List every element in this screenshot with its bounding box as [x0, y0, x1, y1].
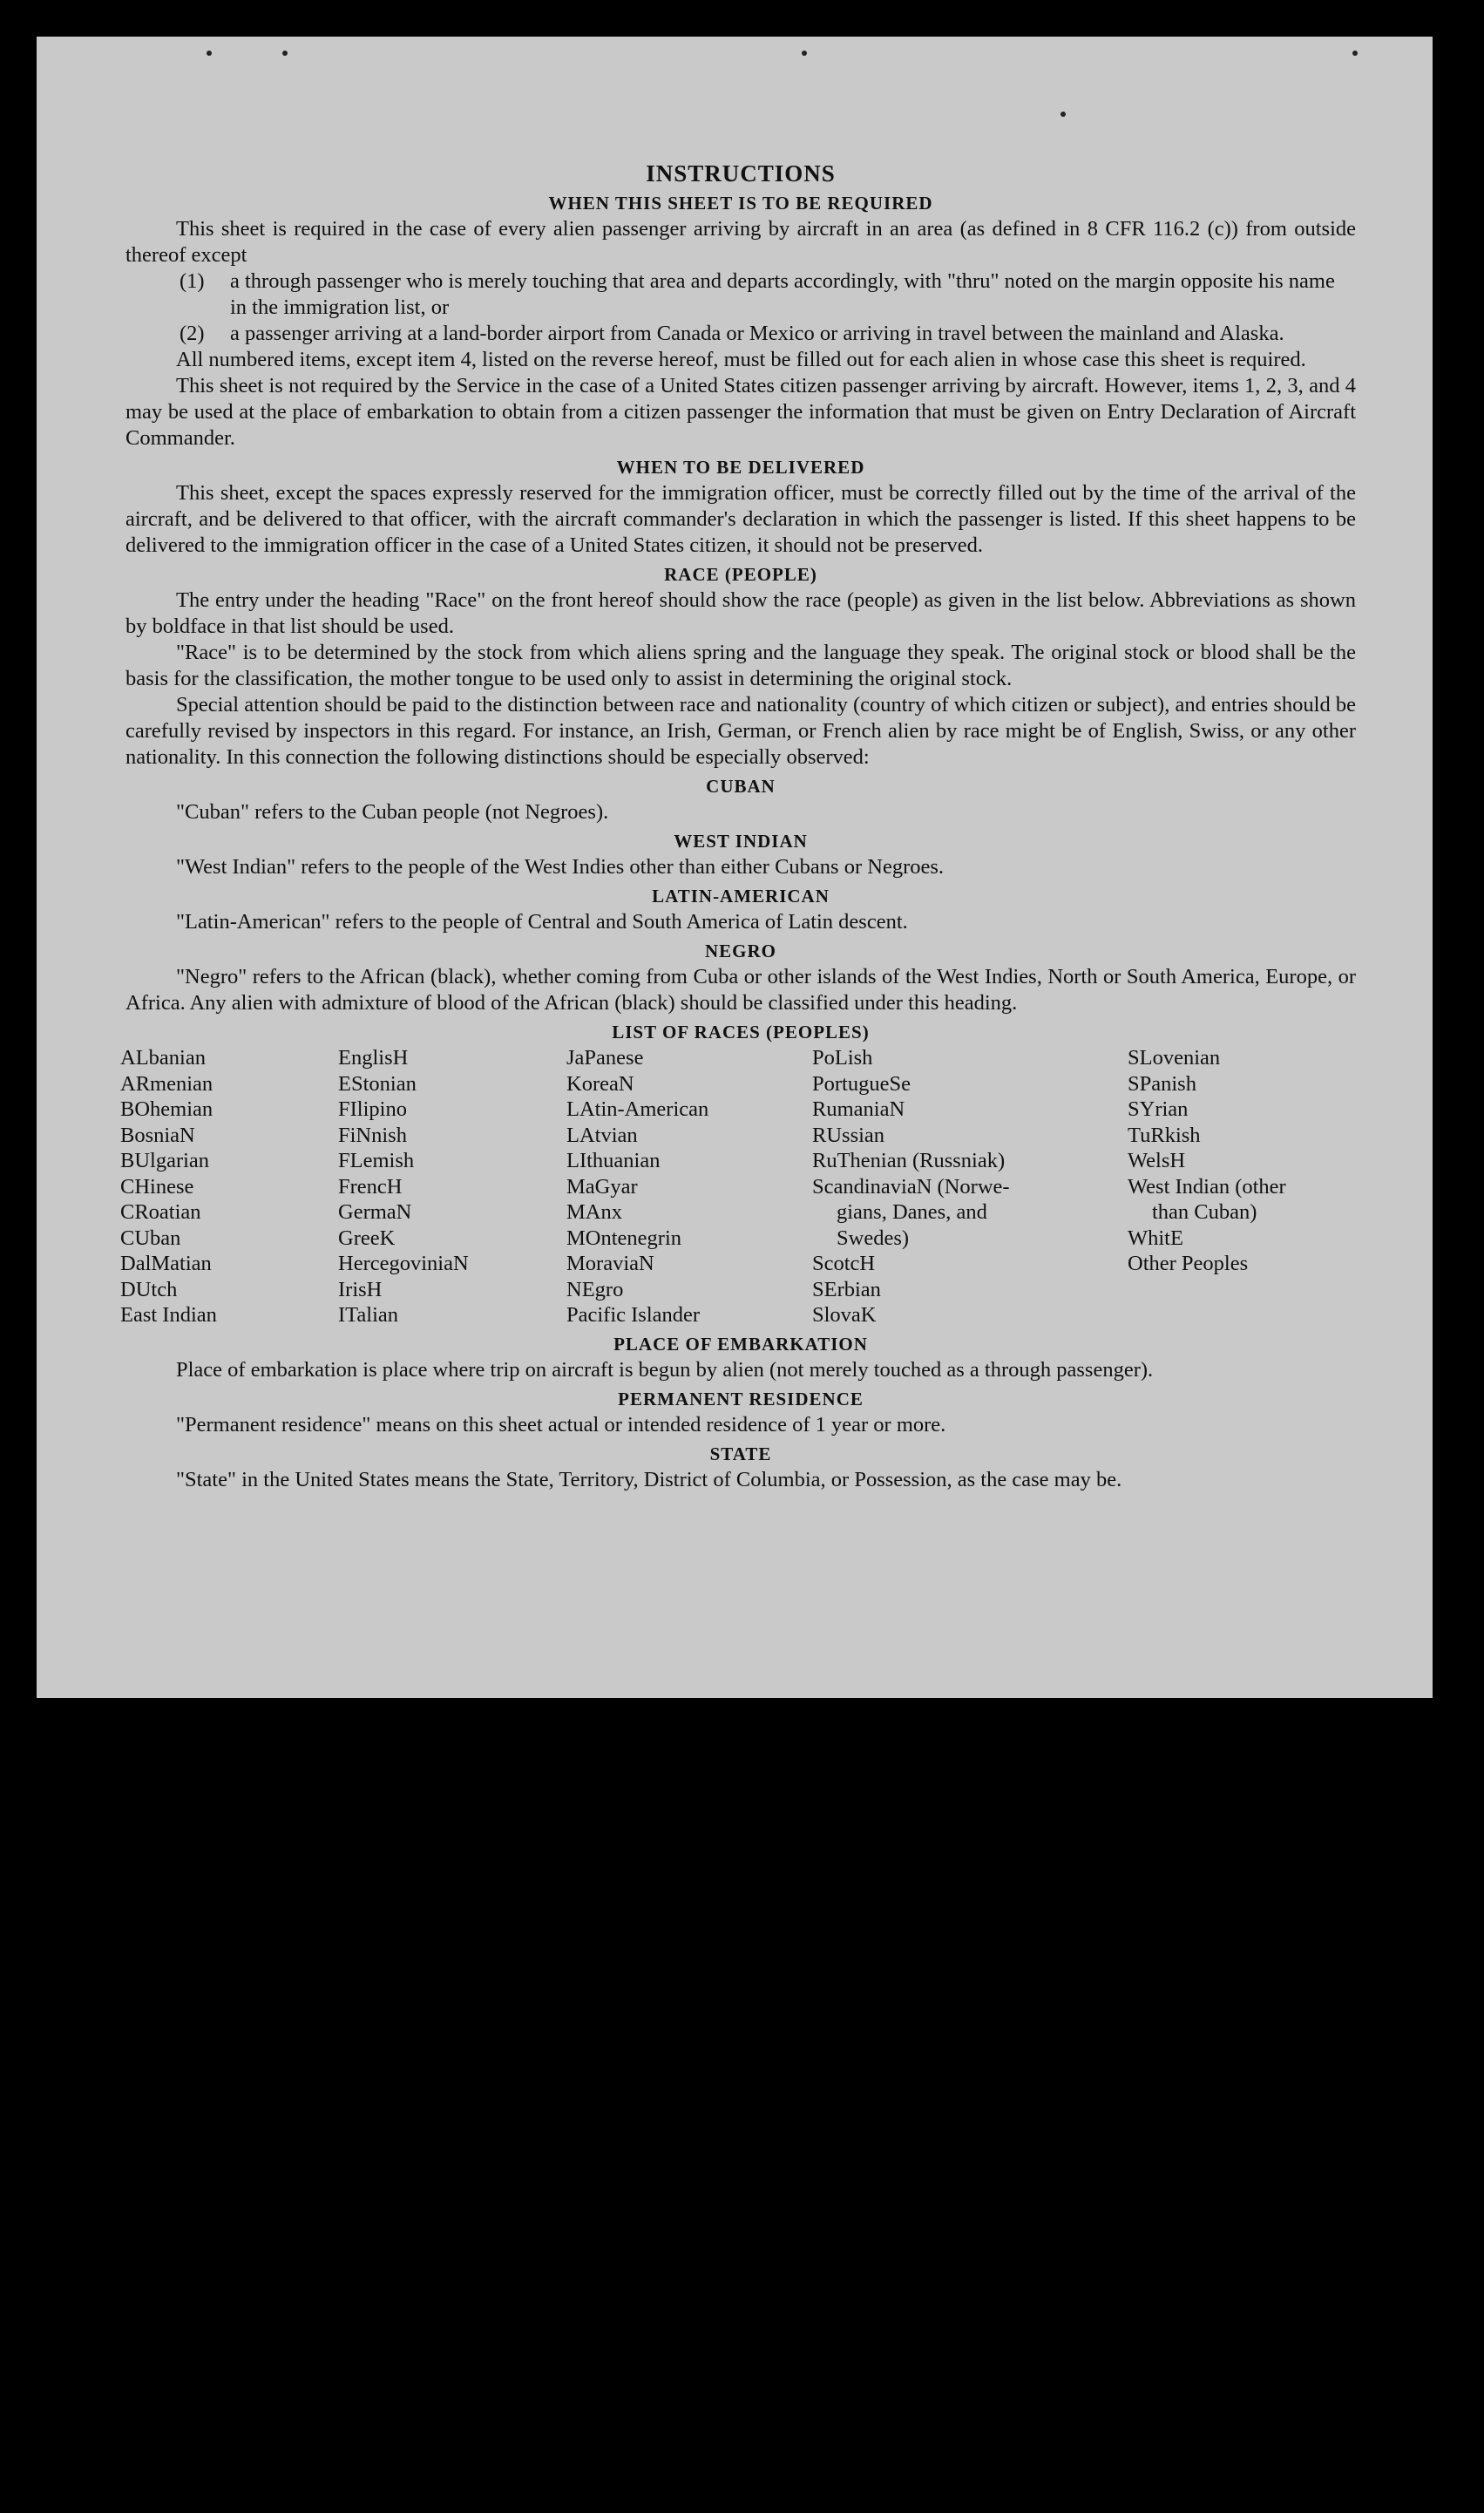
race-entry: NEgro [566, 1277, 624, 1301]
ink-speck [1352, 51, 1358, 56]
race-entry: GermaN [338, 1200, 412, 1224]
race-entry: HercegoviniaN [338, 1252, 469, 1275]
heading-list-of-races: LIST OF RACES (PEOPLES) [612, 1022, 870, 1043]
race-entry: Swedes) [837, 1226, 910, 1250]
race-entry: BUlgarian [120, 1149, 210, 1172]
paragraph: This sheet is not required by the Service in the case of a United States citizen passenger arriving by aircraft. However, items 1, 2, 3, and 4 may be used at the place of embarkation to obtain from a citizen passenger the information that must be given on Entry Declaration of Aircraft Commander. [125, 374, 1356, 450]
race-entry: MOntenegrin [566, 1226, 681, 1250]
race-entry: BosniaN [120, 1123, 195, 1147]
race-entry: SErbian [812, 1277, 881, 1301]
race-entry: CUban [120, 1226, 181, 1250]
race-entry: DUtch [120, 1277, 178, 1301]
heading-latin-american: LATIN-AMERICAN [652, 886, 830, 907]
race-entry: PortugueSe [812, 1071, 911, 1096]
race-entry: ScandinaviaN (Norwe- [812, 1174, 1010, 1199]
heading-place-of-embarkation: PLACE OF EMBARKATION [613, 1333, 868, 1355]
race-entry: KoreaN [566, 1071, 634, 1096]
paragraph: This sheet is required in the case of every alien passenger arriving by aircraft in an area (as defined in 8 CFR 116.2 (c)) from outside thereof except [125, 217, 1356, 267]
exception-list [125, 268, 1356, 347]
race-entry: SLovenian [1128, 1046, 1221, 1070]
ink-speck [207, 51, 212, 56]
ink-speck [282, 51, 288, 56]
paragraph: This sheet, except the spaces expressly reserved for the immigration officer, must be correctly filled out by the time of the arrival of the aircraft, and be delivered to that officer, with the aircraft commander's declaration in which the passenger is listed. If this sheet happens to be delivered to the immigration officer in the case of a United States citizen, it should not be preserved. [125, 481, 1356, 557]
paragraph: The entry under the heading "Race" on the front hereof should show the race (people) as given in the list below. Abbreviations as shown by boldface in that list should be used. [125, 588, 1356, 638]
paragraph: "Cuban" refers to the Cuban people (not Negroes). [176, 800, 609, 824]
heading-state: STATE [709, 1443, 772, 1464]
race-entry: East Indian [120, 1303, 217, 1327]
race-entry: LAtvian [566, 1123, 638, 1147]
heading-race: RACE (PEOPLE) [664, 564, 817, 585]
races-column [338, 1045, 566, 1328]
race-entry: SYrian [1128, 1097, 1189, 1121]
heading-permanent-residence: PERMANENT RESIDENCE [618, 1388, 864, 1409]
race-entry: MAnx [566, 1200, 622, 1224]
race-entry: FiNnish [338, 1123, 407, 1147]
race-entry: IrisH [338, 1277, 383, 1301]
races-column [812, 1045, 1128, 1328]
race-entry: CRoatian [120, 1200, 201, 1224]
race-entry: RUssian [812, 1123, 885, 1147]
race-entry: BOhemian [120, 1097, 213, 1121]
race-entry: SPanish [1128, 1071, 1196, 1096]
heading-west-indian: WEST INDIAN [674, 831, 808, 852]
race-entry: TuRkish [1128, 1123, 1201, 1147]
race-entry: LAtin-American [566, 1097, 709, 1121]
race-entry: DalMatian [120, 1252, 212, 1275]
paragraph: Place of embarkation is place where trip on aircraft is begun by alien (not merely touched as a through passenger). [176, 1357, 1154, 1382]
race-entry: FLemish [338, 1149, 415, 1172]
race-entry: RuThenian (Russniak) [812, 1149, 1006, 1172]
race-entry: JaPanese [566, 1046, 644, 1070]
heading-cuban: CUBAN [706, 776, 776, 797]
paragraph: "Negro" refers to the African (black), whether coming from Cuba or other islands of the West Indies, North or South America, Europe, or Africa. Any alien with admixture of blood of the African (black) should be classified under this heading. [125, 965, 1356, 1015]
race-entry: Other Peoples [1128, 1252, 1249, 1275]
race-entry: ARmenian [120, 1071, 213, 1096]
heading-when-delivered: WHEN TO BE DELIVERED [616, 457, 865, 478]
races-list [120, 1045, 1356, 1328]
races-column [566, 1045, 812, 1328]
race-entry: MoraviaN [566, 1252, 654, 1275]
paragraph: All numbered items, except item 4, listed on the reverse hereof, must be filled out for each alien in whose case this sheet is required. [176, 348, 1306, 371]
race-entry: MaGyar [566, 1174, 638, 1199]
ink-speck [1060, 112, 1066, 117]
race-entry: SlovaK [812, 1303, 877, 1327]
paragraph: "Latin-American" refers to the people of Central and South America of Latin descent. [176, 910, 908, 934]
page-title: INSTRUCTIONS [646, 160, 836, 187]
exception-item: (2) a passenger arriving at a land-border airport from Canada or Mexico or arriving in travel between the mainland and Alaska. [180, 322, 1284, 345]
race-entry: RumaniaN [812, 1097, 905, 1121]
race-entry: WhitE [1128, 1226, 1183, 1250]
exception-item: (1) a through passenger who is merely touching that area and departs accordingly, with "thru" noted on the margin opposite his name in the immigration list, or [180, 269, 1335, 319]
race-entry: CHinese [120, 1174, 194, 1199]
paragraph: "Permanent residence" means on this sheet actual or intended residence of 1 year or more. [176, 1412, 946, 1436]
race-entry: FIlipino [338, 1097, 407, 1121]
race-entry: GreeK [338, 1226, 396, 1250]
race-entry: West Indian (other [1128, 1174, 1286, 1199]
races-column [120, 1045, 338, 1328]
heading-when-required: WHEN THIS SHEET IS TO BE REQUIRED [548, 193, 933, 214]
race-entry: gians, Danes, and [837, 1200, 987, 1224]
race-entry: Pacific Islander [566, 1303, 701, 1327]
race-entry: WelsH [1128, 1149, 1186, 1172]
instruction-sheet [37, 37, 1433, 1698]
race-entry: ITalian [338, 1303, 399, 1327]
paragraph: "State" in the United States means the State, Territory, District of Columbia, or Possession, as the case may be. [176, 1467, 1122, 1491]
race-entry: LIthuanian [566, 1149, 661, 1172]
paragraph: "West Indian" refers to the people of the West Indies other than either Cubans or Negroes. [176, 855, 945, 879]
race-entry: EnglisH [338, 1046, 409, 1070]
race-entry: FrencH [338, 1174, 403, 1199]
ink-speck [802, 51, 807, 56]
heading-negro: NEGRO [704, 941, 776, 961]
race-entry: ALbanian [120, 1046, 206, 1070]
race-entry: ScotcH [812, 1252, 876, 1275]
paragraph: "Race" is to be determined by the stock from which aliens spring and the language they speak. The original stock or blood shall be the basis for the classification, the mother tongue to be used only to assist in determining the original stock. [125, 641, 1356, 690]
paragraph: Special attention should be paid to the distinction between race and nationality (country of which citizen or subject), and entries should be carefully revised by inspectors in this regard. For instance, an Irish, German, or French alien by race might be of English, Swiss, or any other nationality. In this connection the following distinctions should be especially observed: [125, 693, 1356, 769]
races-column [1128, 1045, 1354, 1328]
race-entry: EStonian [338, 1071, 417, 1096]
race-entry: PoLish [812, 1046, 873, 1070]
race-entry: than Cuban) [1152, 1200, 1257, 1224]
